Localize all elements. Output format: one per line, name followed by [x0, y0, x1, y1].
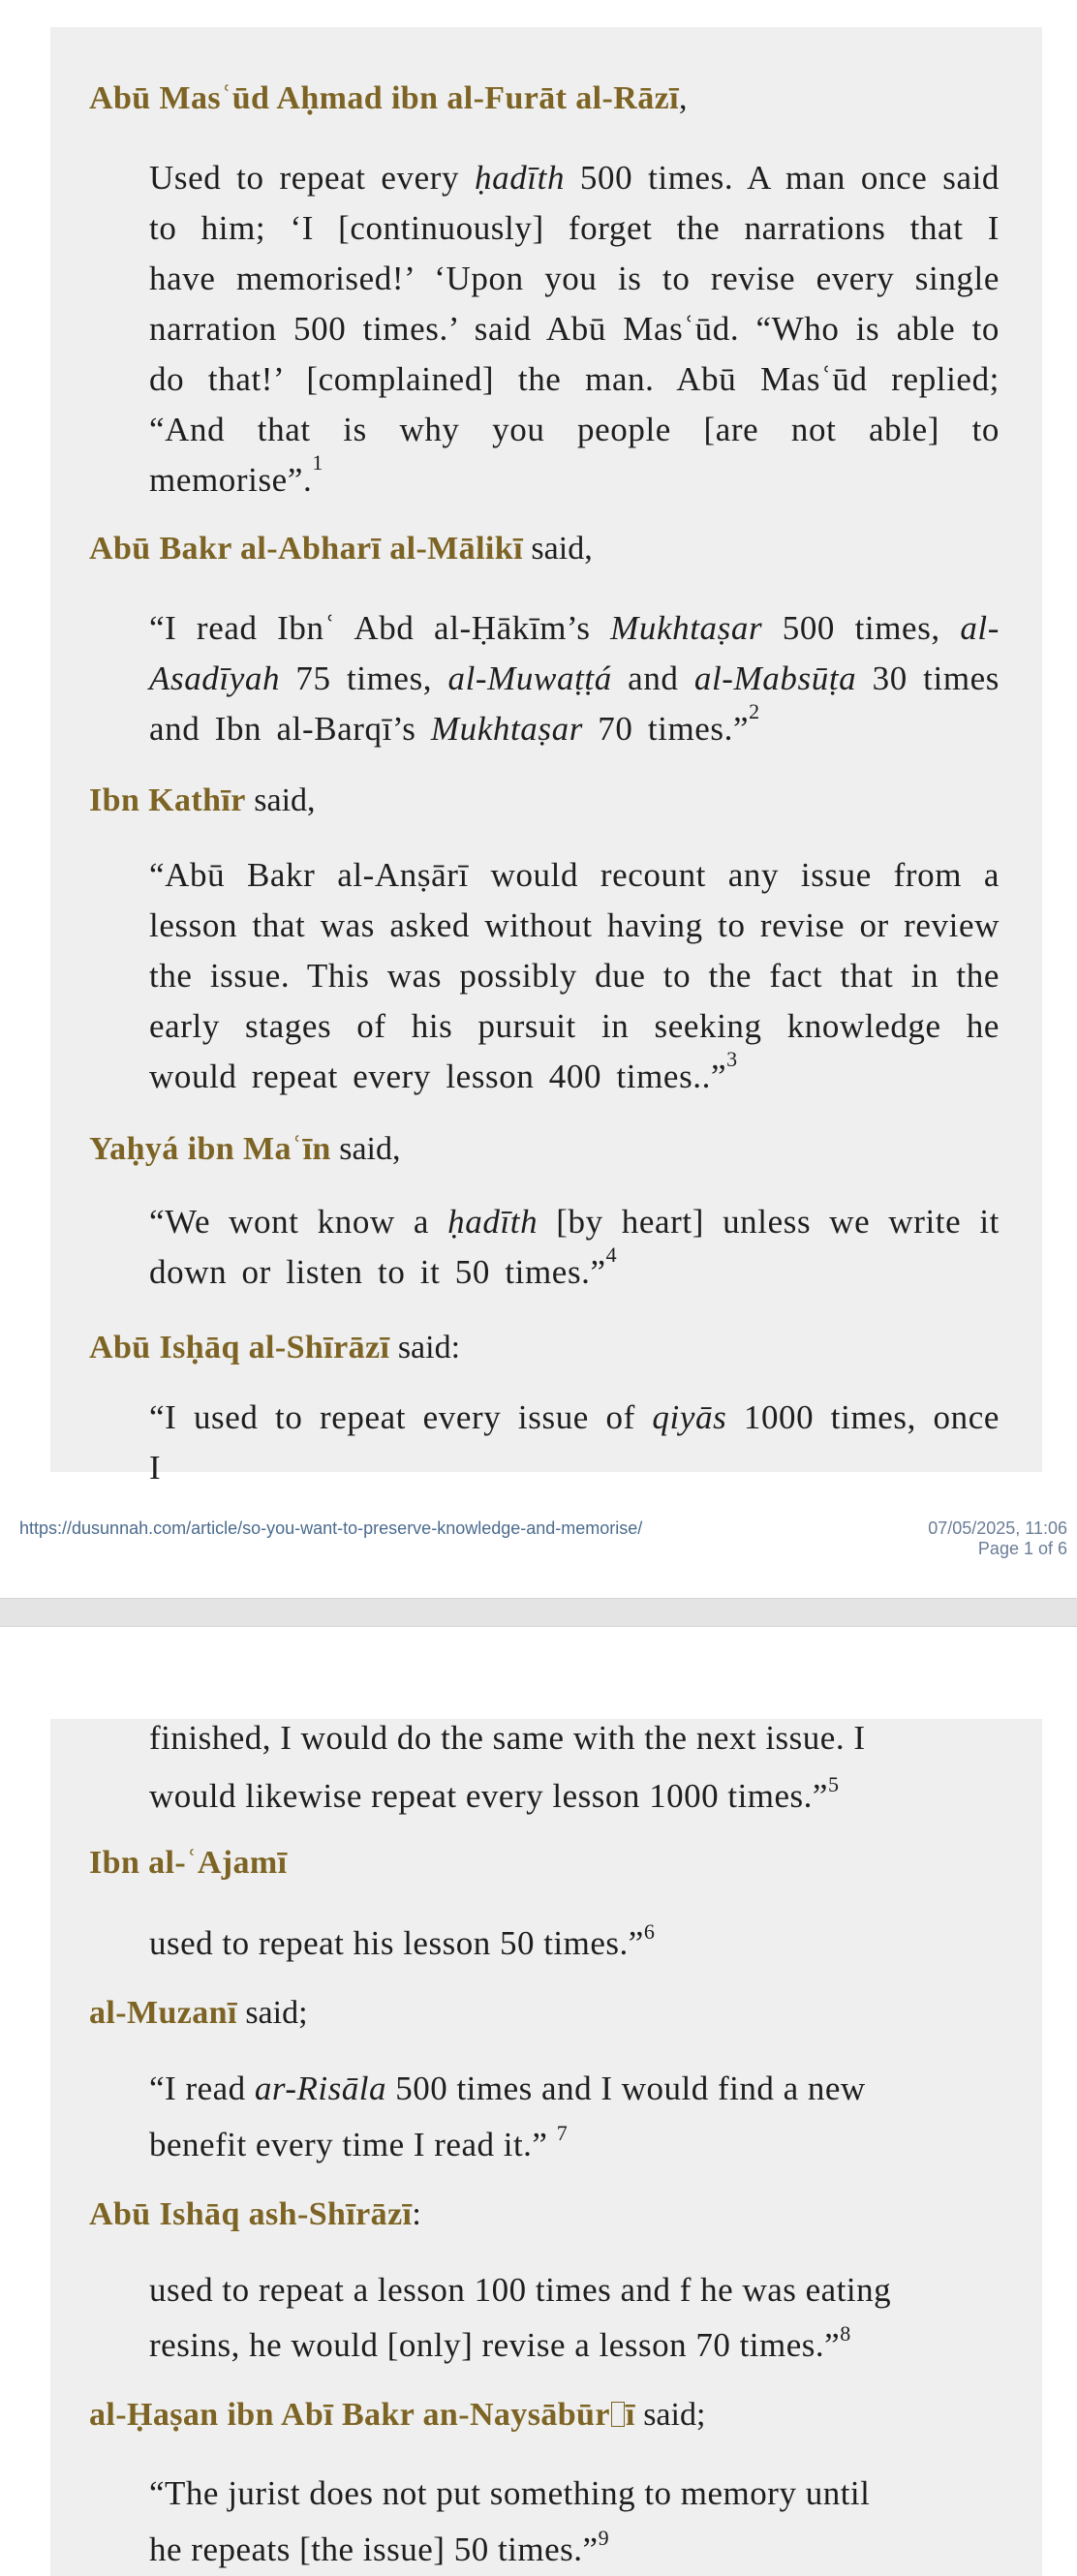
narrator-heading: Abū Ishāq ash-Shīrāzī:	[89, 2196, 421, 2232]
narrator-heading: Yaḥyá ibn Maʿīn said,	[89, 1131, 401, 1167]
narration-paragraph: “We wont know a ḥadīth [by heart] unless we write it down or listen to it 50 times.”$^4$	[149, 1203, 1000, 1291]
text-line: resins, he would [only] revise a lesson 70 times.”$^8$	[149, 2321, 851, 2364]
narrator-heading: Abū Isḥāq al-Shīrāzī said:	[89, 1330, 461, 1365]
footnote-ref[interactable]: 1	[312, 450, 323, 475]
narration-paragraph: “I read Ibnʿ Abd al-Ḥākīm’s Mukhtaṣar 500 times, al-Asadīyah 75 times, al-Muwaṭṭá and al-Mabsūṭa 30 times and Ibn al-Barqī’s Mukhtaṣar 70 times.”$^2$	[149, 609, 1000, 748]
footnote-ref[interactable]: 6	[643, 1919, 656, 1944]
page-footer-date	[928, 1518, 1067, 1559]
narrator-heading: Abū Masʿūd Aḥmad ibn al-Furāt al-Rāzī,	[89, 80, 688, 116]
print-timestamp: 07/05/2025, 11:06	[928, 1518, 1067, 1538]
text-line: benefit every time I read it.” $^7$	[149, 2121, 569, 2163]
content-panel	[50, 27, 1042, 1487]
missing-glyph-box	[611, 2402, 625, 2427]
page-separator	[0, 1598, 1077, 1627]
narrator-heading: al-Muzanī said;	[89, 1995, 308, 2031]
footnote-ref[interactable]: 2	[749, 699, 760, 723]
footnote-ref[interactable]: 8	[840, 2321, 851, 2346]
text-line: “I read ar-Risāla 500 times and I would find a new	[149, 2070, 866, 2107]
narration-paragraph: “Abū Bakr al-Anṣārī would recount any issue from a lesson that was asked without having to revise or review the issue. This was possibly due to the fact that in the early stages of his pursuit in seeking knowledge he would repeat every lesson 400 times..”$^3$	[149, 856, 1000, 1095]
narrator-heading: Ibn Kathīr said,	[89, 782, 316, 818]
text-line: used to repeat his lesson 50 times.”$^6$	[149, 1919, 656, 1962]
text-line: finished, I would do the same with the next issue. I	[149, 1719, 866, 1757]
pdf-page-2	[0, 1627, 1077, 2576]
footnote-ref[interactable]: 7	[556, 2121, 569, 2145]
text-line: used to repeat a lesson 100 times and f he was eating	[149, 2271, 892, 2309]
narrator-heading: al-Ḥaṣan ibn Abī Bakr an-Naysābūr ī said;	[89, 2397, 706, 2433]
narration-paragraph: Used to repeat every ḥadīth 500 times. A man once said to him; ‘I [continuously] forget the narrations that I have memorised!’ ‘Upon you is to revise every single narration 500 times.’ said Abū Masʿūd. “Who is able to do that!’ [complained] the man. Abū Masʿūd replied; “And that is why you people [are not able] to memorise”.$^1$	[149, 159, 1000, 499]
narrator-heading: Ibn al-ʿAjamī	[89, 1845, 288, 1881]
text-line: would likewise repeat every lesson 1000 times.”$^5$	[149, 1772, 840, 1815]
page-footer-url[interactable]: https://dusunnah.com/article/so-you-want-to-preserve-knowledge-and-memorise/	[19, 1518, 643, 1538]
text-line: “The jurist does not put something to memory until	[149, 2474, 871, 2512]
footnote-ref[interactable]: 9	[598, 2526, 610, 2550]
page-number: Page 1 of 6	[977, 1539, 1067, 1558]
footnote-ref[interactable]: 3	[726, 1047, 738, 1071]
narrator-heading: Abū Bakr al-Abharī al-Mālikī said,	[89, 531, 593, 567]
text-line: he repeats [the issue] 50 times.”$^9$	[149, 2526, 610, 2568]
content-panel	[50, 1719, 1042, 2576]
footnote-ref[interactable]: 4	[605, 1242, 618, 1267]
narration-paragraph: “I used to repeat every issue of qiyās 1000 times, once I	[149, 1398, 1000, 1487]
footnote-ref[interactable]: 5	[827, 1772, 840, 1796]
